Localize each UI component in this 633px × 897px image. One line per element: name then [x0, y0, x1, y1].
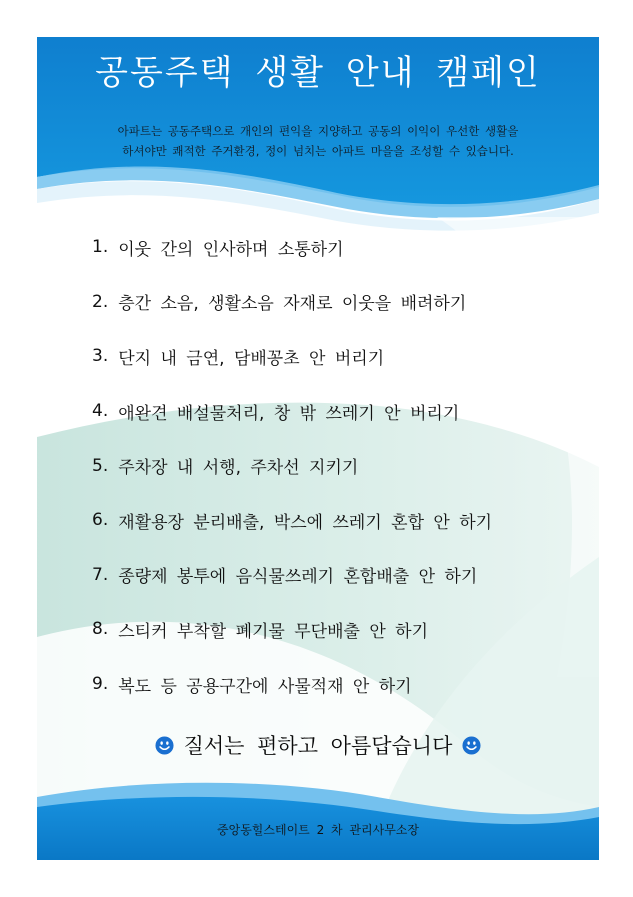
slogan-text: 질서는 편하고 아름답습니다: [183, 734, 453, 758]
rule-text: 종량제 봉투에 음식물쓰레기 혼합배출 안 하기: [118, 567, 478, 588]
rule-item-1: [92, 220, 582, 275]
rule-item-2: [92, 275, 582, 330]
rule-item-4: [92, 384, 582, 439]
rule-text: 주차장 내 서행, 주차선 지키기: [118, 458, 359, 479]
rule-text: 애완견 배설물처리, 창 밖 쓰레기 안 버리기: [118, 403, 460, 424]
page-title: 공동주택 생활 안내 캠페인: [95, 53, 541, 93]
rule-item-8: [92, 602, 582, 657]
rule-number: 7.: [92, 564, 109, 585]
rule-text: 스티커 부착할 폐기물 무단배출 안 하기: [118, 621, 429, 642]
rule-text: 재활용장 분리배출, 박스에 쓰레기 혼합 안 하기: [118, 512, 493, 533]
rule-number: 9.: [92, 674, 109, 695]
rule-number: 4.: [92, 401, 109, 422]
rule-item-7: [92, 548, 582, 603]
rule-number: 1.: [92, 237, 109, 258]
intro-text: [51, 121, 585, 161]
smiley-face-icon: [155, 736, 174, 755]
rules-list: [92, 220, 582, 711]
footer-signature: 중앙동힐스테이트 2 차 관리사무소장: [217, 823, 419, 837]
rule-item-3: [92, 329, 582, 384]
rule-number: 2.: [92, 291, 109, 312]
rule-number: 6.: [92, 510, 109, 531]
rule-item-6: [92, 493, 582, 548]
rule-number: 5.: [92, 455, 109, 476]
smiley-face-icon: [462, 736, 481, 755]
campaign-poster: [37, 37, 599, 860]
rule-item-5: [92, 438, 582, 493]
rule-text: 이웃 간의 인사하며 소통하기: [118, 239, 344, 260]
intro-line-2: 하셔야만 쾌적한 주거환경, 정이 넘치는 아파트 마을을 조성할 수 있습니다.: [122, 144, 514, 158]
rule-number: 8.: [92, 619, 109, 640]
rule-text: 단지 내 금연, 담배꽁초 안 버리기: [118, 348, 385, 369]
rule-item-9: [92, 657, 582, 712]
rule-text: 층간 소음, 생활소음 자재로 이웃을 배려하기: [118, 294, 467, 315]
rule-number: 3.: [92, 346, 109, 367]
rule-text: 복도 등 공용구간에 사물적재 안 하기: [118, 676, 412, 697]
intro-line-1: 아파트는 공동주택으로 개인의 편익을 지양하고 공동의 이익이 우선한 생활을: [117, 124, 519, 138]
slogan: [37, 730, 599, 760]
